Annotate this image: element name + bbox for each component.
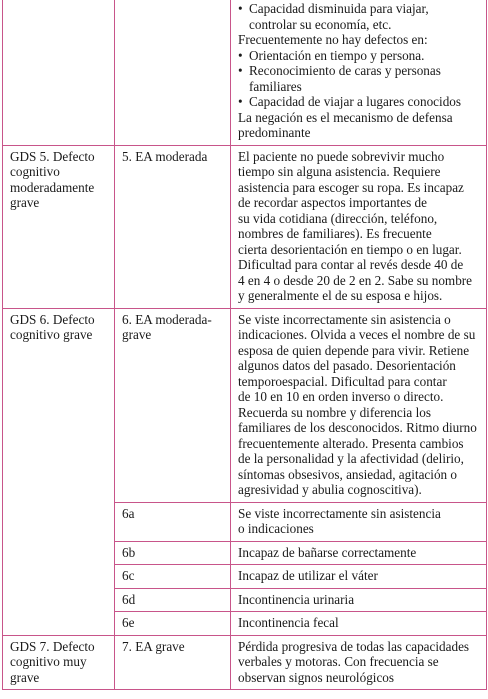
bullet-item: • Orientación en tiempo y persona.: [238, 48, 481, 64]
ea-cell: 6. EA moderada- grave: [115, 308, 231, 502]
stage-cell: [3, 0, 115, 145]
description-cell: Pérdida progresiva de todas las capacidades verbales y motoras. Con frecuencia se observan signos neurológicos: [231, 635, 487, 690]
table-row: [3, 635, 487, 690]
ea-cell: 7. EA grave: [115, 635, 231, 690]
substage-code: 6b: [115, 541, 231, 565]
stage-cell: GDS 5. Defecto cognitivo moderadamente grave: [3, 145, 115, 308]
description-cell: • Capacidad disminuida para viajar, controlar su economía, etc. Frecuentemente no hay defectos en: • Orientación en tiempo y persona. • Reconocimiento de caras y personas familiares • Capacidad de viajar a lugares conocidos La negación es el mecanismo de defensa predominante: [231, 0, 487, 145]
substage-description: Se viste incorrectamente sin asistencia o indicaciones: [231, 502, 487, 541]
substage-code: 6c: [115, 565, 231, 589]
bullet-item: • Capacidad disminuida para viajar, controlar su economía, etc.: [238, 1, 481, 32]
substage-code: 6d: [115, 588, 231, 612]
substage-code: 6a: [115, 502, 231, 541]
list-intro: Frecuentemente no hay defectos en:: [238, 32, 428, 47]
stage-cell: GDS 6. Defecto cognitivo grave: [3, 308, 115, 635]
bullet-item: • Reconocimiento de caras y personas familiares: [238, 63, 481, 94]
stage-cell: GDS 7. Defecto cognitivo muy grave: [3, 635, 115, 690]
gds-stages-table: [2, 0, 487, 690]
ea-cell: 5. EA moderada: [115, 145, 231, 308]
substage-description: Incapaz de bañarse correctamente: [231, 541, 487, 565]
table-row: [3, 308, 487, 502]
description-cell: Se viste incorrectamente sin asistencia o indicaciones. Olvida a veces el nombre de su esposa de quien depende para vivir. Retiene algunos datos del pasado. Desorientación temporoespacial. Dificultad para contar de 10 en 10 en orden inverso o directo. Recuerda su nombre y diferencia los familiares de los desconocidos. Ritmo diurno frecuentemente alterado. Presenta cambios de la personalidad y la afectividad (delirio, síntomas obsesivos, ansiedad, agitación o agresividad y abulia cognoscitiva).: [231, 308, 487, 502]
table-row: [3, 0, 487, 145]
substage-description: Incontinencia urinaria: [231, 588, 487, 612]
description-cell: El paciente no puede sobrevivir mucho tiempo sin alguna asistencia. Requiere asistencia para escoger su ropa. Es incapaz de recordar aspectos importantes de su vida cotidiana (dirección, teléfono, nombres de familiares). Es frecuente cierta desorientación en tiempo o en lugar. Dificultad para contar al revés desde 40 de 4 en 4 o desde 20 de 2 en 2. Sabe su nombre y generalmente el de su esposa e hijos.: [231, 145, 487, 308]
substage-description: Incontinencia fecal: [231, 612, 487, 636]
table-row: [3, 145, 487, 308]
substage-code: 6e: [115, 612, 231, 636]
bullet-item: • Capacidad de viajar a lugares conocidos: [238, 94, 481, 110]
ea-cell: [115, 0, 231, 145]
substage-description: Incapaz de utilizar el váter: [231, 565, 487, 589]
